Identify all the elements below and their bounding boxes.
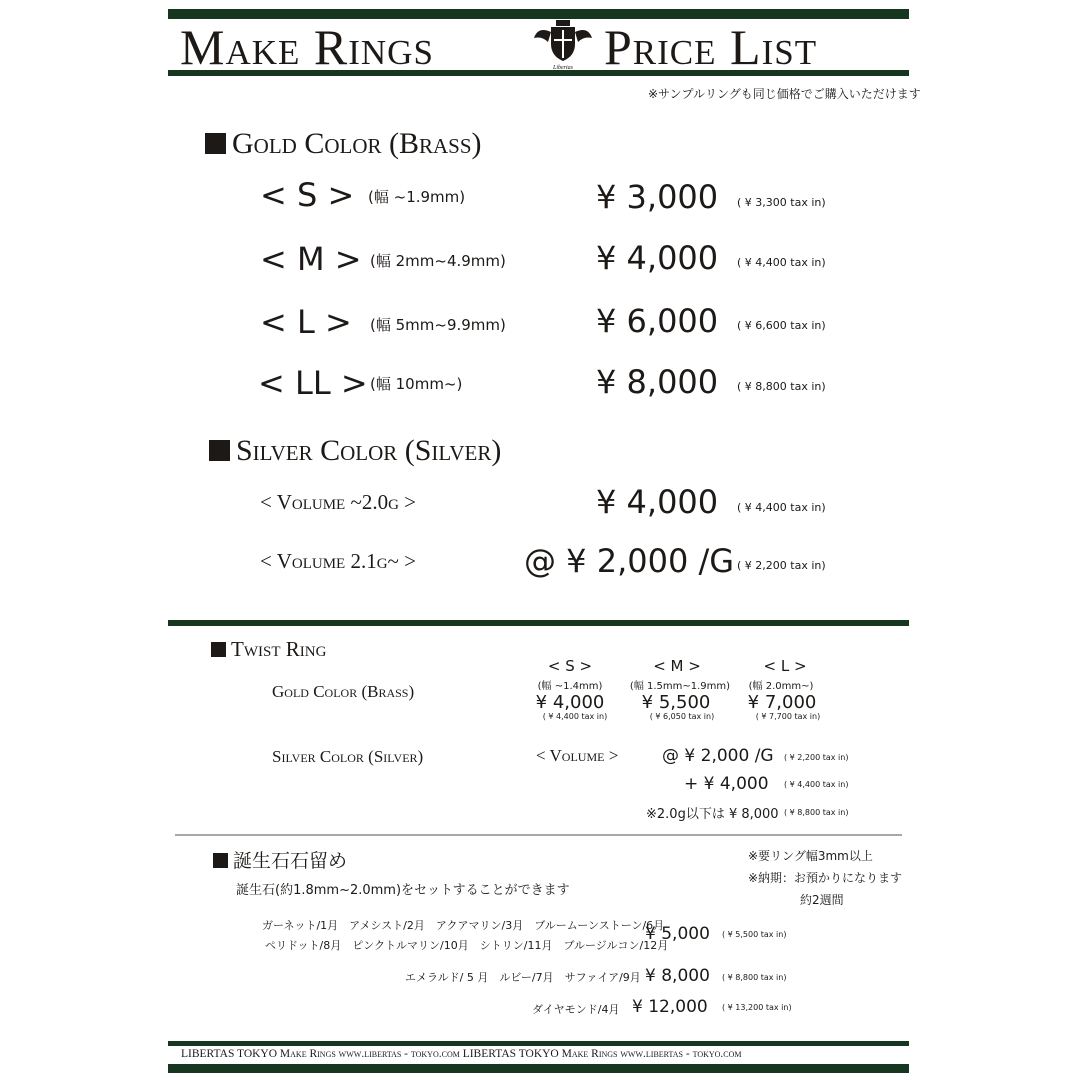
gold-tax-l: ( ¥ 6,600 tax in) (737, 319, 826, 332)
birthstone-group2-stones: エメラルド/ 5 月 ルビー/7月 サファイア/9月 (405, 971, 641, 984)
twist-tax-s: ( ¥ 4,400 tax in) (542, 712, 608, 721)
gold-price-s: ¥ 3,000 (596, 178, 719, 216)
twist-size-m: < M > (653, 657, 701, 675)
gold-size-m: < M > (260, 240, 362, 278)
twist-silver-base-price: + ¥ 4,000 (684, 774, 769, 794)
twist-spec-m: (幅 1.5mm~1.9mm) (629, 681, 731, 692)
gold-size-ll: < LL > (258, 364, 368, 402)
gold-price-m: ¥ 4,000 (596, 239, 719, 277)
birthstone-group2-tax: ( ¥ 8,800 tax in) (722, 973, 787, 982)
gold-tax-m: ( ¥ 4,400 tax in) (737, 256, 826, 269)
silver-volume-small-tax: ( ¥ 4,400 tax in) (737, 501, 826, 514)
twist-silver-tax-per-gram: ( ¥ 2,200 tax in) (784, 753, 849, 762)
gold-spec-ll: (幅 10mm~) (370, 375, 463, 393)
birthstone-divider (175, 834, 902, 836)
twist-volume-label: < Volume > (536, 746, 619, 765)
twist-silver-base-tax: ( ¥ 4,400 tax in) (784, 780, 849, 789)
gold-spec-m: (幅 2mm~4.9mm) (370, 252, 506, 270)
twist-spec-s: (幅 ~1.4mm) (537, 681, 603, 692)
footer-top-bar (168, 1041, 909, 1046)
silver-volume-small-price: ¥ 4,000 (596, 483, 719, 521)
twist-silver-note-tax: ( ¥ 8,800 tax in) (784, 808, 849, 817)
twist-silver-note: ※2.0g以下は ¥ 8,000 (646, 807, 779, 822)
silver-volume-small-label: < Volume ~2.0g > (260, 490, 416, 514)
square-bullet-icon (211, 642, 226, 657)
birthstone-group1-price: ¥ 5,000 (645, 924, 710, 944)
silver-volume-large-price: @ ¥ 2,000 /G (524, 542, 735, 580)
birthstone-group1-line2: ペリドット/8月 ピンクトルマリン/10月 シトリン/11月 ブルージルコン/12月 (265, 939, 669, 952)
gold-section-heading: Gold Color (Brass) (205, 127, 482, 161)
twist-spec-l: (幅 2.0mm~) (748, 681, 814, 692)
twist-price-s: ¥ 4,000 (535, 692, 605, 713)
twist-tax-l: ( ¥ 7,700 tax in) (755, 712, 821, 721)
gold-price-l: ¥ 6,000 (596, 302, 719, 340)
birthstone-group3-price: ¥ 12,000 (632, 997, 708, 1017)
gold-size-l: < L > (260, 303, 352, 341)
birthstone-note-weeks: 約2週間 (800, 893, 844, 907)
twist-gold-label: Gold Color (Brass) (272, 682, 415, 701)
birthstone-group3-tax: ( ¥ 13,200 tax in) (722, 1003, 792, 1012)
twist-silver-price-per-gram: @ ¥ 2,000 /G (662, 746, 774, 766)
footer-bottom-bar (168, 1064, 909, 1073)
gold-spec-l: (幅 5mm~9.9mm) (370, 316, 506, 334)
twist-size-s: < S > (547, 657, 593, 675)
page-title-right: Price List (604, 19, 818, 75)
birthstone-group3-stones: ダイヤモンド/4月 (532, 1003, 620, 1016)
twist-section-bar (168, 620, 909, 626)
footer-text: LIBERTAS TOKYO Make Rings www.libertas - tokyo.com LIBERTAS TOKYO Make Rings www.libertas - tokyo.com (181, 1048, 742, 1060)
twist-tax-m: ( ¥ 6,050 tax in) (649, 712, 715, 721)
svg-text:Libertas: Libertas (552, 65, 574, 71)
gold-price-ll: ¥ 8,000 (596, 363, 719, 401)
square-bullet-icon (213, 853, 228, 868)
silver-volume-large-label: < Volume 2.1g~ > (260, 549, 416, 573)
gold-spec-s: (幅 ~1.9mm) (368, 188, 466, 206)
birthstone-group2-price: ¥ 8,000 (645, 966, 710, 986)
twist-section-heading: Twist Ring (211, 637, 326, 662)
birthstone-description: 誕生石(約1.8mm~2.0mm)をセットすることができます (236, 883, 570, 898)
birthstone-heading: 誕生石石留め (213, 846, 347, 873)
twist-silver-label: Silver Color (Silver) (272, 747, 424, 766)
gold-tax-ll: ( ¥ 8,800 tax in) (737, 380, 826, 393)
gold-tax-s: ( ¥ 3,300 tax in) (737, 196, 826, 209)
libertas-crest-logo (530, 18, 596, 72)
gold-size-s: < S > (260, 176, 355, 214)
silver-volume-large-tax: ( ¥ 2,200 tax in) (737, 559, 826, 572)
square-bullet-icon (205, 133, 226, 154)
birthstone-group1-line1: ガーネット/1月 アメシスト/2月 アクアマリン/3月 ブルームーンストーン/6月 (262, 919, 665, 932)
twist-price-m: ¥ 5,500 (641, 692, 711, 713)
header-note: ※サンプルリングも同じ価格でご購入いただけます (648, 87, 921, 101)
square-bullet-icon (209, 440, 230, 461)
twist-size-l: < L > (763, 657, 807, 675)
birthstone-group1-tax: ( ¥ 5,500 tax in) (722, 930, 787, 939)
twist-price-l: ¥ 7,000 (747, 692, 817, 713)
birthstone-note-width: ※要リング幅3mm以上 (748, 849, 873, 863)
page-title-left: Make Rings (180, 19, 434, 75)
silver-section-heading: Silver Color (Silver) (209, 434, 501, 468)
birthstone-note-delivery: ※納期：お預かりになります (748, 871, 903, 885)
